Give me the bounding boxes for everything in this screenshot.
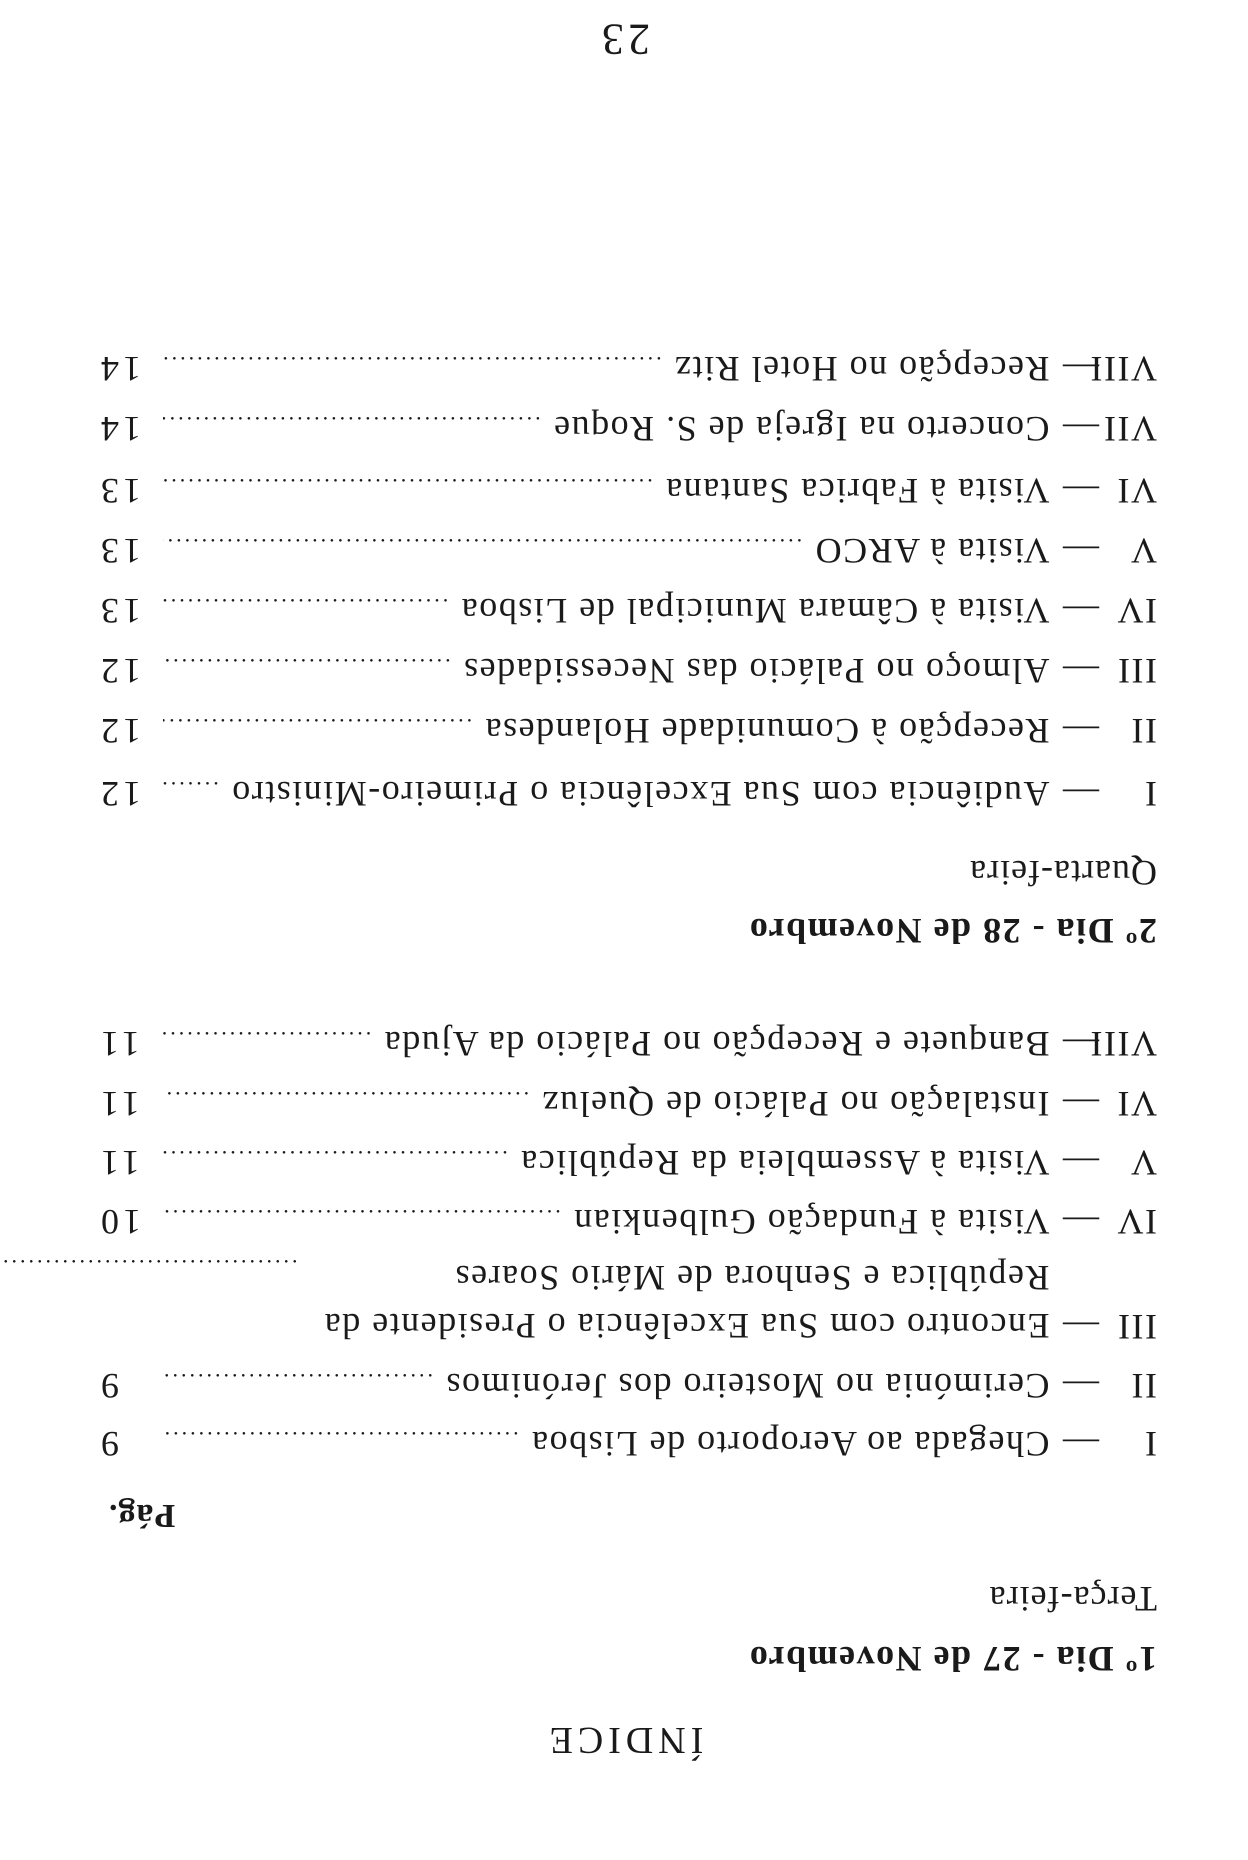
entry-page: 13 [97,531,141,571]
toc-entry[interactable] [97,1138,1157,1184]
entry-page: 11 [97,1084,140,1124]
dot-leader [163,351,662,377]
entry-page: 9 [97,1424,119,1464]
entry-numeral: VII [1102,409,1157,449]
entry-page: 10 [97,1202,141,1242]
dot-leader [163,1086,529,1112]
toc-entry[interactable] [97,586,1157,632]
entry-numeral: III [1116,1307,1157,1347]
day-1-weekday: Terça-feira [988,1579,1157,1619]
entry-numeral: V [1129,1143,1157,1183]
index-title: ÍNDICE [544,1719,704,1761]
entry-title: Encontro com Sua Excelência o Presidente da República e Senhora de Mário Soares [323,1258,1050,1346]
toc-entry[interactable] [97,646,1157,692]
toc-entry[interactable] [97,1361,1157,1407]
entry-page: 12 [97,651,141,691]
toc-entry[interactable] [97,1254,1157,1348]
dot-leader [0,1254,298,1280]
dot-leader [163,1368,433,1394]
entry-title: Visita à Câmara Municipal de Lisboa [460,591,1050,631]
dot-leader [163,1426,519,1452]
entry-title: Visita à Fabrica Santana [664,471,1050,511]
page-number: 23 [598,15,650,64]
entry-dash: — [1061,651,1099,691]
entry-page: 9 [97,1366,119,1406]
toc-entry[interactable] [97,404,1157,450]
entry-dash: — [1061,711,1099,751]
entry-dash: — [1061,1202,1099,1242]
dot-leader [163,473,653,499]
entry-numeral: VI [1116,471,1157,511]
entry-numeral: VI [1116,1084,1157,1124]
entry-numeral: VIII [1089,349,1157,389]
entry-numeral: IV [1116,591,1157,631]
toc-entry[interactable] [97,526,1157,572]
entry-dash: — [1061,409,1099,449]
entry-title: Almoço no Palácio das Necessidades [462,651,1050,691]
dot-leader [163,533,802,559]
entry-title: Recepção no Hotel Ritz [673,349,1050,389]
entry-numeral: VIII [1089,1024,1157,1064]
entry-title: Cerimónia no Mosteiro dos Jerónimos [445,1366,1050,1406]
entry-page: 13 [97,471,141,511]
entry-numeral: V [1129,531,1157,571]
entry-page: 11 [97,1143,140,1183]
toc-entry[interactable] [97,1419,1157,1465]
entry-title: Instalação no Palácio de Queluz [541,1084,1050,1124]
entry-dash: — [1061,591,1099,631]
dot-leader [163,776,219,802]
toc-entry[interactable] [97,466,1157,512]
toc-entry[interactable] [97,344,1157,390]
entry-page: 14 [97,349,141,389]
entry-numeral: II [1130,711,1157,751]
entry-page: 12 [97,711,141,751]
toc-entry[interactable] [97,1197,1157,1243]
entry-numeral: III [1116,651,1157,691]
entry-title: Visita à Assembleia da República [519,1143,1050,1183]
entry-dash: — [1061,1143,1099,1183]
entry-dash: — [1061,1366,1099,1406]
toc-entry[interactable] [97,1079,1157,1125]
entry-page: 12 [97,774,141,814]
day-1-heading: 1º Dia - 27 de Novembro [748,1639,1157,1679]
page-column-label: Pág. [108,1497,176,1534]
entry-title: Banquete e Recepção no Palácio da Ajuda [383,1024,1050,1064]
dot-leader [163,1204,561,1230]
dot-leader [163,1145,508,1171]
day-2-heading: 2º Dia - 28 de Novembro [748,911,1157,951]
entry-title: Audiência com Sua Excelência o Primeiro-Ministro [230,774,1050,814]
entry-numeral: I [1143,1424,1157,1464]
dot-leader [163,1026,371,1052]
entry-dash: — [1061,531,1099,571]
entry-dash: — [1061,1424,1099,1464]
dot-leader [163,713,472,739]
entry-numeral: I [1143,774,1157,814]
toc-entry[interactable] [97,1019,1157,1065]
toc-entry[interactable] [97,769,1157,815]
entry-dash: — [1061,471,1099,511]
entry-numeral: II [1130,1366,1157,1406]
entry-title: Concerto na Igreja de S. Roque [552,409,1050,449]
entry-title: Visita à Fundação Gulbenkian [572,1202,1050,1242]
entry-title: Chegada ao Aeroporto de Lisboa [530,1424,1050,1464]
entry-page: 14 [97,409,141,449]
entry-numeral: IV [1116,1202,1157,1242]
dot-leader [163,411,541,437]
entry-dash: — [1061,349,1099,389]
day-2-weekday: Quarta-feira [969,853,1157,893]
entry-title: Recepção à Comunidade Holandesa [484,711,1050,751]
dot-leader [163,593,448,619]
dot-leader [163,653,451,679]
entry-page: 11 [97,1024,140,1064]
entry-dash: — [1061,1084,1099,1124]
entry-dash: — [1061,1307,1099,1347]
entry-dash: — [1061,1024,1099,1064]
entry-page: 13 [97,591,141,631]
toc-entry[interactable] [97,706,1157,752]
entry-dash: — [1061,774,1099,814]
entry-title: Visita à ARCO [814,531,1050,571]
